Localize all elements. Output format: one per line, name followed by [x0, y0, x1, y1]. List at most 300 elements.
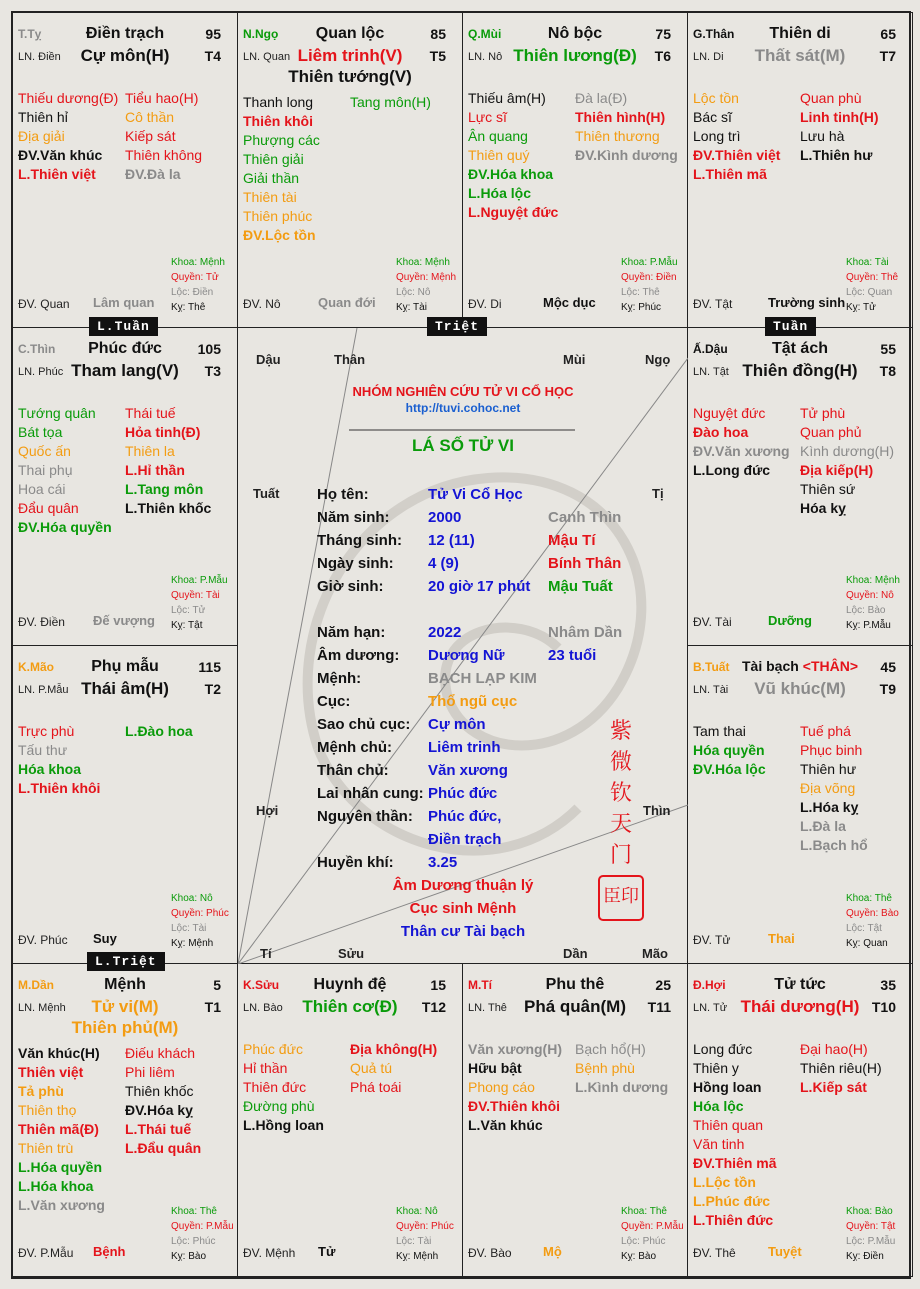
minor-star: L.Văn xương — [18, 1197, 105, 1213]
trang-sinh: Trường sinh — [768, 295, 846, 310]
main-star: Thái âm(H) — [81, 679, 169, 698]
info-nam-sinh-canchi: Canh Thìn — [548, 509, 622, 526]
palace-phu-mau — [12, 645, 238, 964]
info-tuoi: 23 tuổi — [548, 647, 597, 664]
minor-star: Hỉ thần — [243, 1060, 288, 1076]
minor-star: Thái tuế — [125, 405, 176, 421]
tu-hoa-flag: Quyền: Bào — [846, 908, 899, 919]
palace-name-text: Tật ách — [771, 340, 828, 357]
info-label-am-duong: Âm dương: — [317, 647, 400, 664]
palace-luu-nien: LN. Bào — [243, 1002, 283, 1014]
dai-van: ĐV. Phúc — [18, 933, 68, 947]
palace-can: Đ.Hợi — [693, 978, 726, 992]
tag-tuan: Tuần — [765, 317, 816, 336]
minor-star: Thiên hỉ — [18, 109, 68, 125]
info-than-chu: Văn xương — [428, 762, 508, 779]
minor-star: L.Phúc đức — [693, 1193, 771, 1209]
minor-stars-left — [693, 404, 790, 480]
palace-name-text: Phúc đức — [88, 340, 162, 357]
minor-stars-left — [693, 1040, 777, 1230]
palace-t-index: T8 — [879, 363, 896, 379]
info-huyen-khi: 3.25 — [428, 854, 458, 871]
minor-star: Thiên tài — [243, 189, 297, 205]
minor-star: Nguyệt đức — [693, 405, 766, 421]
info-label-lai-nhan-cung: Lai nhân cung: — [317, 785, 424, 802]
minor-star: Tử phù — [800, 405, 846, 421]
palace-main-stars — [13, 360, 237, 381]
palace-menh — [12, 963, 238, 1277]
tu-hoa-flag: Quyền: Tử — [171, 272, 219, 283]
tu-hoa-flag: Quyền: Phúc — [171, 908, 229, 919]
minor-star: L.Thái tuế — [125, 1121, 192, 1137]
info-thang-sinh: 12 (11) — [428, 532, 475, 549]
tu-hoa-flag: Kỵ: P.Mẫu — [846, 620, 891, 631]
seal-char-4: 天 — [609, 812, 632, 837]
info-label-huyen-khi: Huyền khí: — [317, 854, 394, 871]
info-nam-han: 2022 — [428, 624, 462, 641]
minor-star: Hỏa tinh(Đ) — [125, 424, 201, 440]
dai-van: ĐV. Quan — [18, 297, 70, 311]
main-star: Tham lang(V) — [71, 361, 179, 380]
minor-stars-left — [468, 1040, 562, 1135]
dai-van: ĐV. Tử — [693, 933, 731, 947]
palace-tai-bach — [687, 645, 913, 964]
tu-hoa-flag: Lộc: Quan — [846, 287, 893, 298]
info-label-thang-sinh: Tháng sinh: — [317, 532, 402, 549]
minor-star: L.Thiên mã — [693, 166, 767, 182]
minor-star: L.Hóa kỵ — [800, 799, 859, 815]
minor-star: Thiên hư — [800, 761, 857, 777]
minor-stars-left — [693, 722, 766, 779]
tu-hoa-flag: Kỵ: Mệnh — [396, 1251, 439, 1262]
site-link[interactable]: http://tuvi.cohoc.net — [405, 401, 521, 415]
main-star: Cự môn(H) — [80, 46, 170, 65]
minor-star: Địa kiếp(H) — [800, 462, 874, 478]
minor-stars-right — [125, 404, 211, 518]
minor-stars-left — [18, 89, 118, 184]
palace-age: 15 — [430, 977, 446, 993]
palace-t-index: T6 — [654, 48, 671, 64]
tu-hoa-flags — [846, 573, 910, 633]
dai-van: ĐV. Thê — [693, 1246, 736, 1260]
minor-star: Tấu thư — [18, 742, 68, 758]
minor-star: Thiên sứ — [800, 481, 856, 497]
palace-can: Ấ.Dậu — [693, 342, 728, 356]
minor-star: Thiên việt — [18, 1064, 84, 1080]
minor-star: Long trì — [693, 128, 741, 144]
minor-star: Bát tọa — [18, 424, 63, 440]
palace-main-stars — [688, 45, 912, 66]
chart-title: LÁ SỐ TỬ VI — [412, 436, 514, 455]
tu-hoa-flags — [171, 891, 235, 951]
palace-main-stars — [13, 45, 237, 66]
info-label-than-chu: Thân chủ: — [317, 762, 389, 779]
minor-star: L.Đào hoa — [125, 723, 193, 739]
info-label-nam-han: Năm hạn: — [317, 624, 386, 641]
minor-star: L.Hóa khoa — [18, 1178, 94, 1194]
minor-stars-right — [575, 89, 678, 165]
minor-star: L.Thiên việt — [18, 166, 96, 182]
tu-hoa-flag: Kỵ: Bào — [171, 1251, 207, 1262]
palace-phu-the — [462, 963, 688, 1277]
minor-star: Văn tinh — [693, 1136, 745, 1152]
minor-star: Phục binh — [800, 742, 863, 758]
info-sao-chu-cuc: Cự môn — [428, 716, 486, 733]
minor-star: Đại hao(H) — [800, 1041, 868, 1057]
minor-star: Long đức — [693, 1041, 753, 1057]
trang-sinh: Quan đới — [318, 295, 376, 310]
info-label-ngay-sinh: Ngày sinh: — [317, 555, 394, 572]
minor-star: Thiên y — [693, 1060, 739, 1076]
main-star: Thái dương(H) — [740, 997, 860, 1016]
info-label-cuc: Cục: — [317, 693, 351, 710]
seal-char-5: 门 — [609, 843, 632, 868]
info-ngay-sinh: 4 (9) — [428, 555, 459, 572]
minor-star: L.Hồng loan — [243, 1117, 324, 1133]
branch-than: Thân — [334, 352, 366, 367]
palace-age: 35 — [880, 977, 896, 993]
dai-van: ĐV. Nô — [243, 297, 281, 311]
tu-hoa-flag: Lộc: Tài — [171, 923, 207, 934]
palace-age: 105 — [197, 341, 221, 357]
minor-star: ĐV.Hóa khoa — [468, 166, 554, 182]
minor-star: Quan phủ — [800, 424, 862, 440]
minor-stars-right — [350, 93, 431, 112]
palace-name-text: Điền trạch — [85, 25, 165, 42]
palace-name — [13, 976, 237, 994]
seal-char-3: 钦 — [609, 781, 632, 806]
tu-hoa-flag: Khoa: Thê — [621, 1206, 667, 1217]
palace-can: G.Thân — [693, 27, 735, 41]
palace-can: C.Thìn — [18, 342, 56, 356]
info-nam-han-canchi: Nhâm Dần — [548, 624, 623, 641]
dai-van: ĐV. Bào — [468, 1246, 512, 1260]
tu-hoa-flag: Kỵ: Tật — [171, 620, 203, 631]
palace-name-text: Phụ mẫu — [91, 658, 159, 675]
main-star: Thiên cơ(Đ) — [302, 997, 398, 1016]
palace-t-index: T3 — [204, 363, 221, 379]
minor-star: ĐV.Thiên mã — [693, 1155, 777, 1171]
minor-star: Thiếu âm(H) — [468, 90, 546, 106]
palace-can: N.Ngọ — [243, 27, 279, 41]
minor-star: Hóa kỵ — [800, 500, 846, 516]
palace-name-text: Nô bộc — [547, 25, 603, 42]
tu-hoa-flag: Lộc: Bào — [846, 605, 886, 616]
tu-hoa-flag: Kỵ: Thê — [171, 302, 206, 313]
minor-star: Thiên phúc — [243, 208, 313, 224]
palace-main-stars — [463, 45, 687, 66]
minor-star: L.Thiên khôi — [18, 780, 101, 796]
tu-hoa-flag: Khoa: Mệnh — [396, 257, 450, 268]
palace-name — [688, 25, 912, 43]
palace-age: 5 — [213, 977, 221, 993]
minor-star: L.Hỉ thần — [125, 462, 185, 478]
palace-t-index: T9 — [879, 681, 896, 697]
palace-age: 115 — [198, 659, 221, 675]
tag-l-tuan: L.Tuần — [89, 317, 158, 336]
palace-luu-nien: LN. Điền — [18, 51, 61, 63]
palace-dien-trach — [12, 12, 238, 328]
minor-star: Đường phù — [243, 1098, 315, 1114]
palace-name — [463, 976, 687, 994]
group-title: NHÓM NGHIÊN CỨU TỬ VI CỔ HỌC — [352, 384, 574, 399]
palace-main-stars — [238, 45, 462, 87]
info-gio-sinh: 20 giờ 17 phút — [428, 578, 531, 595]
minor-star: Bác sĩ — [693, 109, 732, 125]
palace-name — [688, 340, 912, 358]
minor-star: L.Hóa quyền — [18, 1159, 103, 1175]
minor-star: Kình dương(H) — [800, 443, 895, 459]
tu-hoa-flag: Khoa: Mệnh — [846, 575, 900, 586]
minor-star: Lưu hà — [800, 128, 845, 144]
minor-star: Bệnh phù — [575, 1060, 635, 1076]
minor-stars-right — [800, 1040, 882, 1097]
minor-star: L.Long đức — [693, 462, 771, 478]
palace-main-stars — [13, 996, 237, 1038]
summary-2: Cục sinh Mệnh — [409, 900, 517, 917]
branch-ti-rat: Tí — [260, 946, 272, 961]
tu-hoa-flag: Lộc: Điền — [171, 287, 214, 298]
minor-star: L.Kình dương — [575, 1079, 669, 1095]
minor-star: ĐV.Lộc tồn — [243, 227, 316, 243]
dai-van: ĐV. Tài — [693, 615, 732, 629]
palace-can: Q.Mùi — [468, 27, 502, 41]
main-star: Thiên đồng(H) — [742, 361, 858, 380]
tu-hoa-flag: Kỵ: Phúc — [621, 302, 662, 313]
minor-stars-left — [243, 1040, 324, 1135]
dai-van: ĐV. Mệnh — [243, 1246, 296, 1260]
palace-can: M.Tí — [468, 978, 492, 992]
tu-hoa-flag: Khoa: Mệnh — [171, 257, 225, 268]
tu-hoa-flag: Quyền: Tật — [846, 1221, 896, 1232]
palace-t-index: T1 — [204, 999, 221, 1015]
minor-star: L.Văn khúc — [468, 1117, 543, 1133]
palace-age: 85 — [430, 26, 446, 42]
palace-name-text: Huynh đệ — [313, 976, 387, 993]
info-nguyen-than: Phúc đức, — [428, 808, 502, 825]
info-gio-sinh-canchi: Mậu Tuất — [548, 578, 613, 595]
main-star: Thất sát(M) — [754, 46, 846, 65]
palace-luu-nien: LN. Phúc — [18, 366, 64, 378]
minor-star: Hóa quyền — [693, 742, 765, 758]
minor-star: Hóa lộc — [693, 1098, 744, 1114]
info-label-menh-chu: Mệnh chủ: — [317, 739, 392, 756]
minor-star: Thiên mã(Đ) — [18, 1121, 99, 1137]
palace-name — [463, 25, 687, 43]
minor-star: Phi liêm — [125, 1064, 175, 1080]
tu-hoa-flag: Lộc: Tài — [396, 1236, 432, 1247]
dai-van: ĐV. Tật — [693, 297, 733, 311]
tuvi-chart — [11, 11, 911, 1279]
palace-age: 55 — [880, 341, 896, 357]
palace-age: 45 — [880, 659, 896, 675]
minor-star: Phong cáo — [468, 1079, 535, 1095]
palace-t-index: T10 — [871, 999, 896, 1015]
tu-hoa-flag: Quyền: Tài — [171, 590, 220, 601]
main-star: Phá quân(M) — [524, 997, 626, 1016]
seal-stamp: 臣印 — [598, 875, 644, 921]
info-nam-sinh: 2000 — [428, 509, 462, 526]
palace-age: 25 — [655, 977, 671, 993]
palace-main-stars — [688, 360, 912, 381]
minor-stars-right — [800, 89, 879, 165]
minor-star: Thiên khôi — [243, 113, 313, 129]
info-label-nam-sinh: Năm sinh: — [317, 509, 390, 526]
tu-hoa-flag: Quyền: Nô — [846, 590, 894, 601]
branch-suu: Sửu — [338, 946, 365, 961]
minor-star: L.Thiên hư — [800, 147, 873, 163]
minor-stars-right — [125, 1044, 201, 1158]
tu-hoa-flag: Quyền: P.Mẫu — [621, 1221, 684, 1232]
minor-stars-right — [125, 89, 202, 184]
info-menh-chu: Liêm trinh — [428, 739, 501, 756]
minor-star: Văn khúc(H) — [18, 1045, 100, 1061]
tu-hoa-flag: Kỵ: Tử — [846, 302, 876, 313]
minor-stars-right — [125, 722, 193, 741]
minor-star: Thiếu dương(Đ) — [18, 90, 119, 106]
minor-star: Tang môn(H) — [350, 94, 431, 110]
minor-stars-right — [800, 722, 868, 855]
info-ngay-sinh-canchi: Bính Thân — [548, 555, 622, 572]
tu-hoa-flag: Lộc: Nô — [396, 287, 431, 298]
minor-star: ĐV.Thiên việt — [693, 147, 781, 163]
palace-name-text: Thiên di — [769, 25, 831, 42]
summary-1: Âm Dương thuận lý — [392, 877, 534, 894]
minor-stars-right — [350, 1040, 437, 1097]
main-star: Liêm trinh(V) — [297, 46, 403, 65]
minor-stars-right — [575, 1040, 668, 1097]
tag-triet: Triệt — [427, 317, 487, 336]
trang-sinh: Dưỡng — [768, 613, 812, 628]
seal-char-2: 微 — [609, 750, 632, 775]
minor-star: Cô thần — [125, 109, 175, 125]
branch-mao: Mão — [642, 946, 668, 961]
main-star: Tử vi(M) — [91, 997, 159, 1016]
tu-hoa-flag: Khoa: P.Mẫu — [171, 575, 228, 586]
palace-name-text: Mệnh — [104, 976, 146, 993]
tu-hoa-flag: Khoa: Thê — [171, 1206, 217, 1217]
minor-star: Địa giải — [18, 128, 65, 144]
tu-hoa-flags — [846, 891, 910, 951]
minor-star: ĐV.Thiên khôi — [468, 1098, 561, 1114]
tu-hoa-flag: Kỵ: Điền — [846, 1251, 884, 1262]
palace-luu-nien: LN. P.Mẫu — [18, 684, 69, 696]
palace-name — [688, 658, 912, 674]
minor-star: ĐV.Hóa kỵ — [125, 1102, 193, 1118]
palace-huynh-de — [237, 963, 463, 1277]
info-label-menh: Mệnh: — [317, 670, 362, 687]
minor-star: ĐV.Văn khúc — [18, 147, 103, 163]
palace-age: 65 — [880, 26, 896, 42]
minor-star: Thiên quan — [693, 1117, 764, 1133]
palace-main-stars — [688, 678, 912, 699]
minor-star: Thiên hình(H) — [575, 109, 666, 125]
tu-hoa-flag: Quyền: Phúc — [396, 1221, 454, 1232]
info-cuc: Thổ ngũ cục — [428, 693, 518, 710]
minor-star: L.Thiên đức — [693, 1212, 774, 1228]
minor-star: Hoa cái — [18, 481, 66, 497]
tu-hoa-flag: Khoa: Nô — [396, 1206, 438, 1217]
palace-t-index: T7 — [879, 48, 896, 64]
minor-star: Trực phù — [18, 723, 75, 739]
minor-star: Phúc đức — [243, 1041, 303, 1057]
tu-hoa-flag: Quyền: Điền — [621, 272, 677, 283]
info-label-nguyen-than: Nguyên thần: — [317, 808, 413, 825]
tu-hoa-flag: Lộc: Phúc — [621, 1236, 666, 1247]
branch-dan: Dần — [563, 946, 588, 961]
tu-hoa-flag: Khoa: Tài — [846, 257, 889, 268]
main-star: Thiên phủ(M) — [71, 1018, 179, 1037]
palace-t-index: T12 — [421, 999, 446, 1015]
minor-star: ĐV.Hóa quyền — [18, 519, 112, 535]
minor-star: L.Lộc tồn — [693, 1174, 756, 1190]
info-ho-ten: Tử Vi Cổ Học — [428, 486, 523, 503]
minor-star: ĐV.Hóa lộc — [693, 761, 766, 777]
palace-tat-ach — [687, 327, 913, 646]
palace-can: T.Tỵ — [18, 27, 42, 41]
minor-star: Quan phù — [800, 90, 862, 106]
tu-hoa-flag: Lộc: Tật — [846, 923, 882, 934]
trang-sinh: Tuyệt — [768, 1244, 802, 1259]
trang-sinh: Mộ — [543, 1244, 562, 1259]
branch-hoi: Hợi — [256, 803, 279, 818]
tu-hoa-flag: Quyền: P.Mẫu — [171, 1221, 234, 1232]
minor-star: Hữu bật — [468, 1060, 522, 1076]
minor-stars-left — [18, 1044, 105, 1215]
palace-name-text: Tài bạch — [741, 658, 799, 674]
minor-star: Thiên trù — [18, 1140, 74, 1156]
palace-luu-nien: LN. Tài — [693, 684, 729, 696]
palace-name-text: Quan lộc — [315, 25, 385, 42]
minor-star: Thai phụ — [18, 462, 73, 478]
tu-hoa-flag: Lộc: Thê — [621, 287, 660, 298]
trang-sinh: Tử — [318, 1244, 336, 1259]
palace-can: M.Dần — [18, 978, 54, 992]
palace-can: K.Sửu — [243, 978, 280, 992]
palace-name — [688, 976, 912, 994]
info-label-ho-ten: Họ tên: — [317, 486, 369, 503]
main-star: Thiên tướng(V) — [288, 67, 412, 86]
minor-star: ĐV.Kình dương — [575, 147, 678, 163]
minor-star: L.Kiếp sát — [800, 1079, 867, 1095]
tu-hoa-flag: Khoa: Nô — [171, 893, 213, 904]
branch-ngo: Ngọ — [645, 352, 671, 367]
minor-star: L.Bạch hổ — [800, 837, 868, 853]
minor-stars-left — [18, 722, 100, 798]
minor-star: Hồng loan — [693, 1079, 762, 1095]
main-star: Thiên lương(Đ) — [513, 46, 637, 65]
minor-star: Ân quang — [468, 128, 528, 144]
tu-hoa-flag: Kỵ: Quan — [846, 938, 888, 949]
minor-star: Giải thần — [243, 170, 300, 186]
minor-star: Quốc ấn — [18, 443, 71, 459]
minor-star: ĐV.Văn xương — [693, 443, 790, 459]
palace-luu-nien: LN. Tật — [693, 366, 729, 378]
branch-ti-snake: Tị — [652, 486, 664, 501]
tu-hoa-flags — [846, 1204, 910, 1264]
tu-hoa-flag: Lộc: Tử — [171, 605, 206, 616]
tu-hoa-flags — [621, 255, 685, 315]
palace-name-text: Tử tức — [774, 976, 826, 993]
minor-star: Thiên giải — [243, 151, 304, 167]
palace-t-index: T2 — [204, 681, 221, 697]
palace-phuc-duc — [12, 327, 238, 646]
trang-sinh: Mộc dục — [543, 295, 596, 310]
info-nguyen-than-2: Điền trạch — [428, 831, 502, 848]
tu-hoa-flags — [846, 255, 910, 315]
palace-t-index: T11 — [647, 999, 671, 1015]
minor-star: Lực sĩ — [468, 109, 507, 125]
